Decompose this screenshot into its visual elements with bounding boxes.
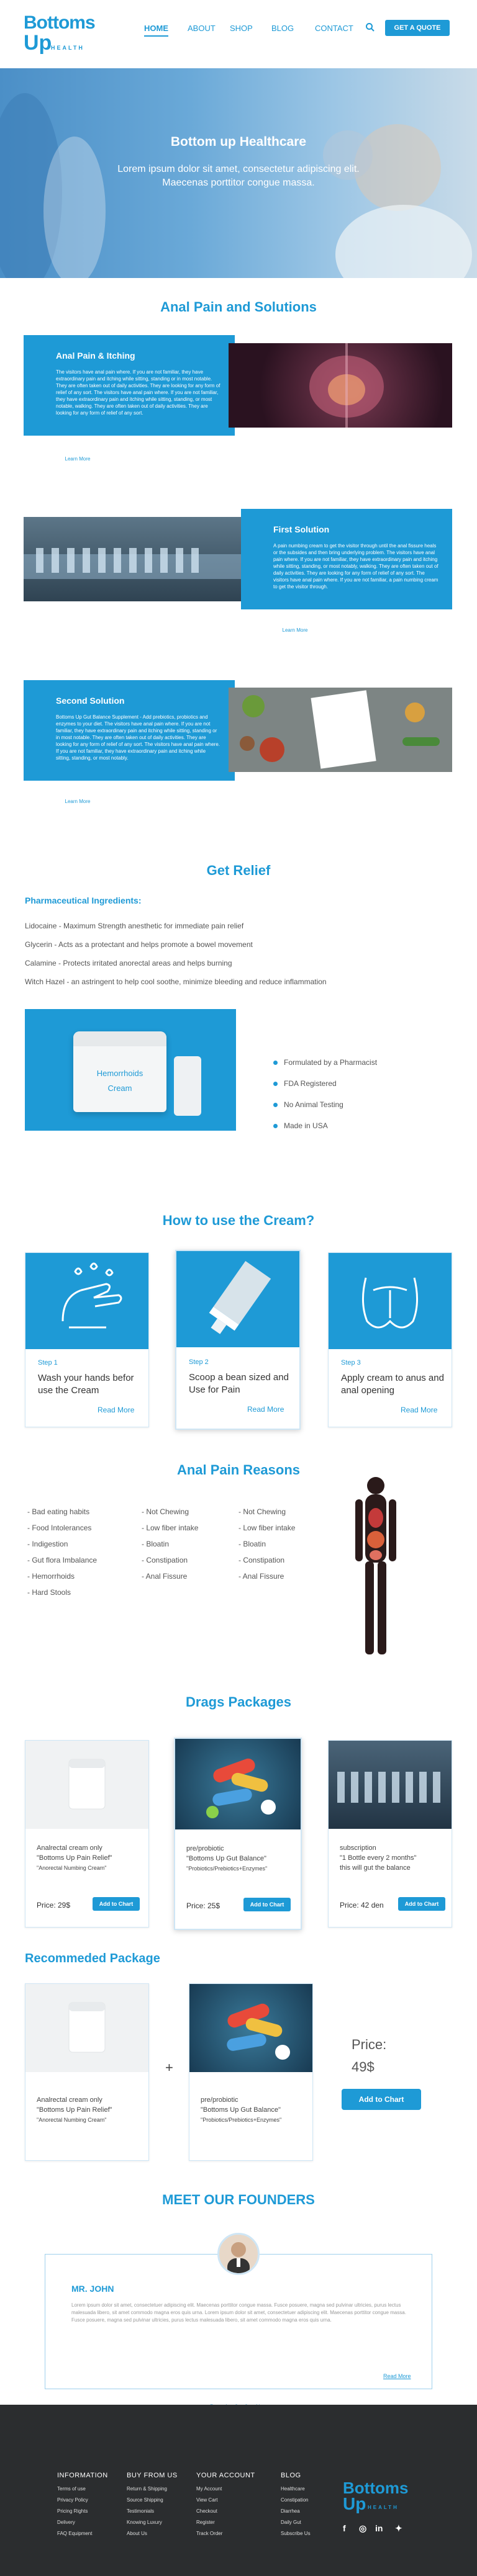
reason-item: - Hemorrhoids <box>27 1572 75 1581</box>
learn-more-button[interactable]: Learn More <box>56 796 99 808</box>
add-to-cart-button[interactable]: Add to Chart <box>398 1897 445 1911</box>
step-label: Step 2 <box>189 1358 209 1366</box>
reasons-title: Anal Pain Reasons <box>176 1462 301 1478</box>
panel-heading: Anal Pain & Itching <box>56 351 135 361</box>
cream-jar-image <box>25 1984 148 2072</box>
package-line: "Anorectal Numbing Cream" <box>37 1865 107 1871</box>
reason-item: - Gut flora Imbalance <box>27 1556 98 1564</box>
product-label-2: Cream <box>107 1084 132 1093</box>
logo-text: Bottoms <box>24 12 95 33</box>
step-label: Step 3 <box>341 1359 361 1367</box>
reason-item: - Low fiber intake <box>238 1524 296 1532</box>
footer-link[interactable]: Subscribe Us <box>281 2531 311 2536</box>
recommended-price-label: Price: <box>352 2037 387 2052</box>
logo-text-up: Up <box>343 2494 366 2513</box>
hero-title: Bottom up Healthcare <box>170 135 307 149</box>
package-card[interactable] <box>25 1740 149 1928</box>
step-title: Apply cream to anus and anal opening <box>341 1373 444 1396</box>
reason-item: - Constipation <box>142 1556 188 1564</box>
nav-home[interactable]: HOME <box>144 24 168 37</box>
footer-link[interactable]: FAQ Equipment <box>57 2531 93 2536</box>
footer-link[interactable]: Terms of use <box>57 2486 86 2492</box>
step-title: Wash your hands befor use the Cream <box>38 1373 134 1396</box>
package-line: pre/probiotic <box>186 1845 224 1852</box>
footer-link[interactable]: Delivery <box>57 2520 75 2525</box>
hero-subtitle-2: Maecenas porttitor congue massa. <box>162 177 315 188</box>
relief-title: Get Relief <box>206 863 271 878</box>
logo-subtext: HEALTH <box>368 2505 399 2510</box>
footer-link[interactable]: Return & Shipping <box>127 2486 167 2492</box>
cream-jar <box>73 1031 166 1112</box>
reason-item: - Indigestion <box>27 1540 68 1548</box>
reason-item: - Anal Fissure <box>142 1572 188 1581</box>
footer-col-title: YOUR ACCOUNT <box>196 2472 255 2479</box>
recommended-title: Recommeded Package <box>25 1952 160 1965</box>
bottles-image <box>329 1741 452 1829</box>
twitter-icon[interactable]: ✦ <box>395 2523 402 2533</box>
step-title: Scoop a bean sized and Use for Pain <box>189 1372 289 1395</box>
footer-link[interactable]: Testimonials <box>127 2508 155 2514</box>
add-to-cart-button[interactable]: Add to Chart <box>243 1898 291 1911</box>
cream-tube-icon <box>176 1251 299 1347</box>
package-line: Analrectal cream only <box>37 2096 102 2104</box>
read-more-link[interactable]: Read More <box>247 1405 284 1414</box>
package-line: Analrectal cream only <box>37 1844 102 1852</box>
packages-title: Drags Packages <box>186 1694 291 1710</box>
panel-text: The visitors have anal pain where. If you are not familiar, they have extraordinary pain and itching while sitting, standing or in most notable. They are often taken out of daily activities. They are looking for any form of relief of any sort. The visitors have anal pain where. If you are not familiar, they have extraordinary pain and itching while sitting, standing, or most notable, walking. They are often taken out of daily activities. They are looking for any form of relief of any sort. <box>56 369 220 416</box>
reason-item: - Anal Fissure <box>238 1572 284 1581</box>
footer-link[interactable]: View Cart <box>196 2497 218 2503</box>
nav-shop[interactable]: SHOP <box>230 24 253 33</box>
recommended-item[interactable] <box>189 1983 313 2161</box>
footer-col-title: BLOG <box>281 2472 301 2479</box>
panel-text: A pain numbing cream to get the visitor through until the anal fissure heals or the subsides and then bring underlying problem. The visitors have anal pain where. If you are not familiar, they have extraordinary pain and itching while sitting, standing, or most notably, walking. They are often taken out of daily activities. They are looking for any form of relief of any sort. The visitors have anal pain where. If you are not familiar, a pain numbing cream to get the visitor through. <box>273 543 438 590</box>
nav-about[interactable]: ABOUT <box>188 24 216 33</box>
hero-subtitle-1: Lorem ipsum dolor sit amet, consectetur adipiscing elit. <box>117 164 360 174</box>
package-line: "Bottoms Up Gut Balance" <box>201 2106 281 2114</box>
recommended-item[interactable] <box>25 1983 149 2161</box>
wash-hands-icon <box>25 1253 148 1349</box>
feature-item: FDA Registered <box>273 1079 337 1088</box>
human-anatomy-image <box>348 1474 404 1658</box>
step-card[interactable] <box>25 1252 149 1427</box>
reason-item: - Not Chewing <box>142 1507 189 1516</box>
logo-text: Bottoms <box>343 2479 409 2497</box>
panel-heading: First Solution <box>273 524 330 534</box>
reason-item: - Bloatin <box>238 1540 266 1548</box>
product-label: Hemorrhoids <box>96 1069 143 1078</box>
founder-bio: Lorem ipsum dolor sit amet, consectetuer adipiscing elit. Maecenas porttitor congue massa. Fusce posuere, magna sed pulvinar ultricies, purus lectus malesuada libero, sit amet commodo magna eros quis urna. Lorem ipsum dolor sit amet, consectetuer adipiscing elit. Maecenas porttitor congue massa. Fusce posuere, magna sed pulvinar ultricies, purus lectus malesuada libero, sit amet commodo magna eros quis urna. <box>71 2302 406 2323</box>
footer-link[interactable]: Track Order <box>196 2531 223 2536</box>
product-image-panel <box>25 1009 236 1131</box>
reason-item: - Constipation <box>238 1556 285 1564</box>
bottles-factory-image <box>24 517 247 601</box>
footer-link[interactable]: Pricing Rights <box>57 2508 88 2514</box>
panel-text: Bottoms Up Gut Balance Supplement - Add prebiotics, probiotics and enzymes to your diet. The visitors have anal pain where. If you are not familiar, they have extraordinary pain and itching while sitting, standing or in most notable. They are often taken out of daily activities. They are looking for any form of relief of any sort. The visitors have anal pain where. If you are not familiar, they have extraordinary pain and itching while sitting, standing, or most notably. <box>56 714 220 761</box>
package-line: pre/probiotic <box>201 2096 238 2104</box>
facebook-icon[interactable]: f <box>343 2523 346 2533</box>
package-line: "Bottoms Up Gut Balance" <box>186 1855 266 1862</box>
anatomy-image <box>229 343 452 428</box>
package-line: subscription <box>340 1844 376 1852</box>
search-icon[interactable] <box>365 22 375 32</box>
ingredient-item: Witch Hazel - an astringent to help cool soothe, minimize bleeding and reduce inflammation <box>25 977 327 986</box>
package-card[interactable] <box>174 1738 302 1930</box>
nav-blog[interactable]: BLOG <box>271 24 294 33</box>
footer-col-title: BUY FROM US <box>127 2472 178 2479</box>
package-line: "Bottoms Up Pain Relief" <box>37 2106 112 2114</box>
ingredient-item: Glycerin - Acts as a protectant and helps promote a bowel movement <box>25 940 253 949</box>
reason-item: - Not Chewing <box>238 1507 286 1516</box>
cream-jar-image <box>25 1741 148 1829</box>
founder-name: MR. JOHN <box>71 2284 114 2294</box>
step-label: Step 1 <box>38 1359 58 1367</box>
add-to-cart-button[interactable]: Add to Chart <box>342 2089 421 2110</box>
panel-anal-pain <box>24 335 235 462</box>
panel-heading: Second Solution <box>56 696 125 706</box>
site-header <box>0 0 477 68</box>
step-card[interactable] <box>175 1250 301 1430</box>
linkedin-icon[interactable]: in <box>375 2523 383 2533</box>
footer-link[interactable]: Constipation <box>281 2497 309 2503</box>
read-more-link[interactable]: Read More <box>383 2373 411 2379</box>
footer-link[interactable]: Register <box>196 2520 215 2525</box>
footer-link[interactable]: Checkout <box>196 2508 217 2514</box>
howto-title: How to use the Cream? <box>162 1213 315 1228</box>
package-price: Price: 29$ <box>37 1901 71 1910</box>
footer-col-title: INFORMATION <box>57 2472 108 2479</box>
logo-subtext: HEALTH <box>51 45 84 51</box>
package-line: "1 Bottle every 2 months" <box>340 1854 417 1862</box>
package-line: this will gut the balance <box>340 1864 411 1872</box>
feature-item: Formulated by a Pharmacist <box>273 1057 377 1067</box>
pills-image <box>189 1984 312 2072</box>
footer-logo[interactable] <box>343 2480 411 2517</box>
package-line: "Bottoms Up Pain Relief" <box>37 1854 112 1862</box>
footer-link[interactable]: Knowing Luxury <box>127 2520 162 2525</box>
plus-sign: + <box>165 2060 173 2075</box>
footer-link[interactable]: Diarrhea <box>281 2508 300 2514</box>
notepad-food-image <box>229 688 452 772</box>
footer-link[interactable]: Daily Gut <box>281 2520 301 2525</box>
package-line: "Anorectal Numbing Cream" <box>37 2117 107 2123</box>
anus-body-icon <box>329 1253 452 1349</box>
panel-first-solution <box>241 509 452 633</box>
hero-banner <box>0 68 477 278</box>
recommended-price: 49$ <box>352 2059 375 2075</box>
cream-tube <box>174 1056 201 1116</box>
ingredients-title: Pharmaceutical Ingredients: <box>25 895 142 905</box>
ingredient-item: Lidocaine - Maximum Strength anesthetic for immediate pain relief <box>25 922 244 930</box>
nav-contact[interactable]: CONTACT <box>315 24 353 33</box>
read-more-link[interactable]: Read More <box>401 1406 438 1414</box>
solutions-title: Anal Pain and Solutions <box>160 299 317 315</box>
feature-item: No Animal Testing <box>273 1100 343 1110</box>
footer-link[interactable]: About Us <box>127 2531 147 2536</box>
reason-item: - Low fiber intake <box>142 1524 199 1532</box>
add-to-cart-button[interactable]: Add to Chart <box>93 1897 140 1911</box>
founders-title: MEET OUR FOUNDERS <box>162 2192 315 2207</box>
learn-more-button[interactable]: Learn More <box>56 453 99 465</box>
panel-second-solution <box>24 680 235 804</box>
logo[interactable] <box>24 14 98 57</box>
logo-text-up: Up <box>24 31 52 55</box>
learn-more-button[interactable]: Learn More <box>273 624 317 637</box>
footer-link[interactable]: Healthcare <box>281 2486 305 2492</box>
ingredient-item: Calamine - Protects irritated anorectal areas and helps burning <box>25 959 232 967</box>
get-quote-button[interactable]: GET A QUOTE <box>385 20 450 36</box>
footer-link[interactable]: Privacy Policy <box>57 2497 88 2503</box>
reason-item: - Bloatin <box>142 1540 170 1548</box>
instagram-icon[interactable]: ◎ <box>359 2523 367 2533</box>
feature-item: Made in USA <box>273 1121 328 1131</box>
footer-link[interactable]: My Account <box>196 2486 222 2492</box>
footer-link[interactable]: Source Shipping <box>127 2497 163 2503</box>
package-line: "Probiotics/Prebiotics+Enzymes" <box>186 1865 268 1872</box>
reason-item: - Food Intolerances <box>27 1524 92 1532</box>
package-card[interactable] <box>328 1740 452 1928</box>
read-more-link[interactable]: Read More <box>98 1406 135 1414</box>
avatar <box>217 2233 260 2275</box>
reason-item: - Hard Stools <box>27 1588 71 1597</box>
step-card[interactable] <box>328 1252 452 1427</box>
reason-item: - Bad eating habits <box>27 1507 90 1516</box>
package-price: Price: 25$ <box>186 1901 220 1910</box>
package-price: Price: 42 den <box>340 1901 384 1910</box>
pills-image <box>175 1739 301 1829</box>
package-line: "Probiotics/Prebiotics+Enzymes" <box>201 2117 282 2123</box>
